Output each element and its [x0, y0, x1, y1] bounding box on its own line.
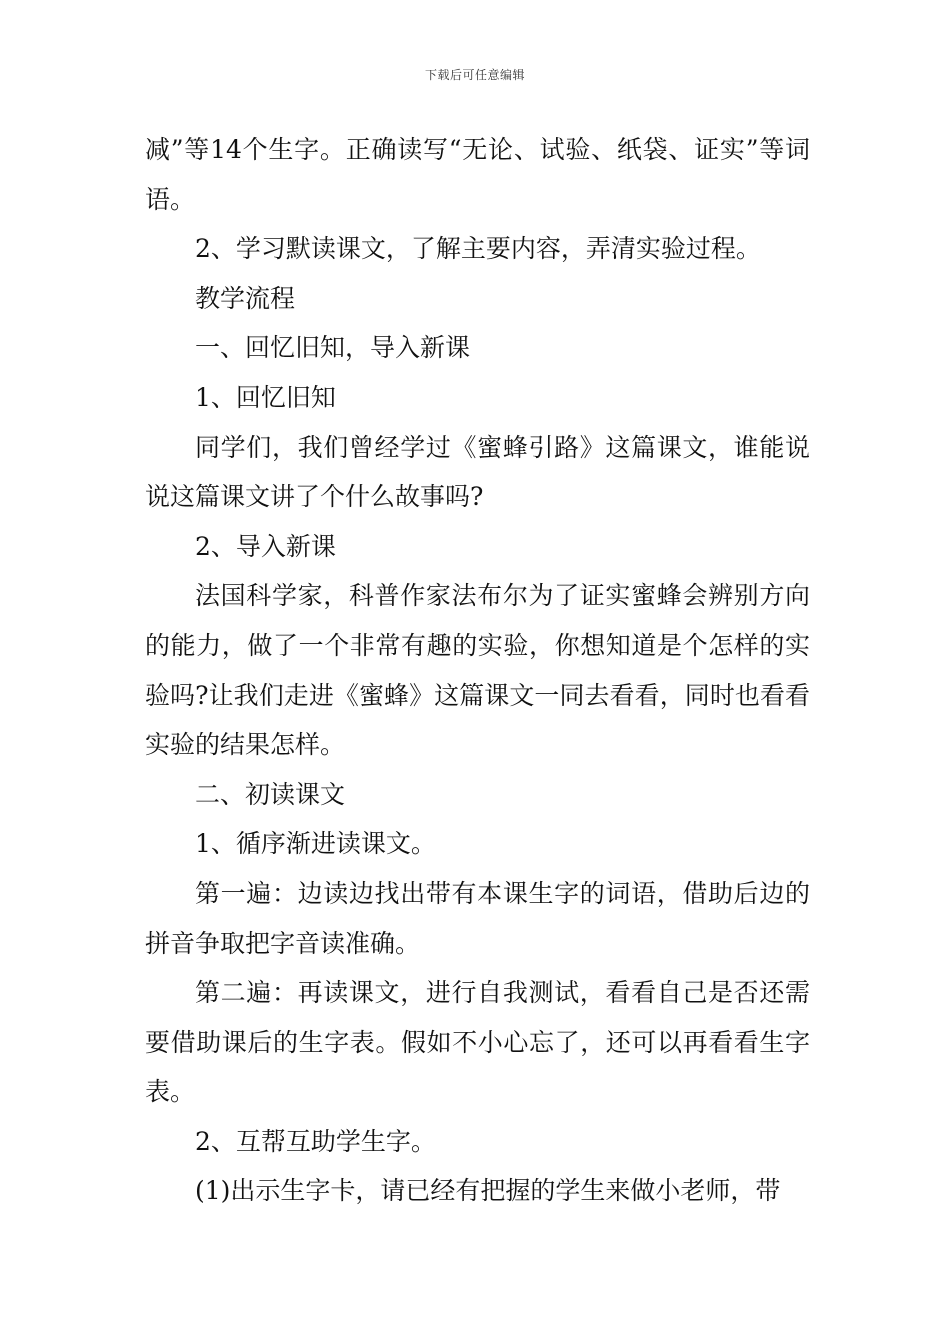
subheading-2-2: 2、互帮互助学生字。: [195, 1126, 436, 1156]
paragraph-first-read: 第一遍：边读边找出带有本课生字的词语，借助后边的拼音争取把字音读准确。: [145, 878, 810, 958]
paragraph-second-read: 第二遍：再读课文，进行自我测试，看看自己是否还需要借助课后的生字表。假如不小心忘了，还可以再看看生字表。: [145, 978, 810, 1107]
paragraph-intro: 法国科学家，科普作家法布尔为了证实蜜蜂会辨别方向的能力，做了一个非常有趣的实验，你想知道是个怎样的实验吗?让我们走进《蜜蜂》这篇课文一同去看看，同时也看看实验的结果怎样。: [145, 581, 810, 760]
section-heading-teaching-flow: 教学流程: [195, 283, 296, 313]
section-heading-2: 二、初读课文: [195, 779, 346, 809]
section-heading-1: 一、回忆旧知，导入新课: [195, 333, 471, 363]
document-body: [145, 125, 810, 1216]
subheading-2-1: 1、循序渐进读课文。: [195, 829, 436, 859]
subheading-1-2: 2、导入新课: [195, 531, 336, 561]
subheading-1-1: 1、回忆旧知: [195, 382, 336, 412]
page-header: 下载后可任意编辑: [424, 68, 525, 82]
paragraph-recall: 同学们，我们曾经学过《蜜蜂引路》这篇课文，谁能说说这篇课文讲了个什么故事吗?: [145, 432, 810, 512]
paragraph-1: 减”等14个生字。正确读写“无论、试验、纸袋、证实”等词语。: [145, 135, 810, 214]
paragraph-2: 2、学习默读课文，了解主要内容，弄清实验过程。: [195, 234, 761, 264]
paragraph-flashcards: (1)出示生字卡，请已经有把握的学生来做小老师，带: [195, 1176, 781, 1206]
